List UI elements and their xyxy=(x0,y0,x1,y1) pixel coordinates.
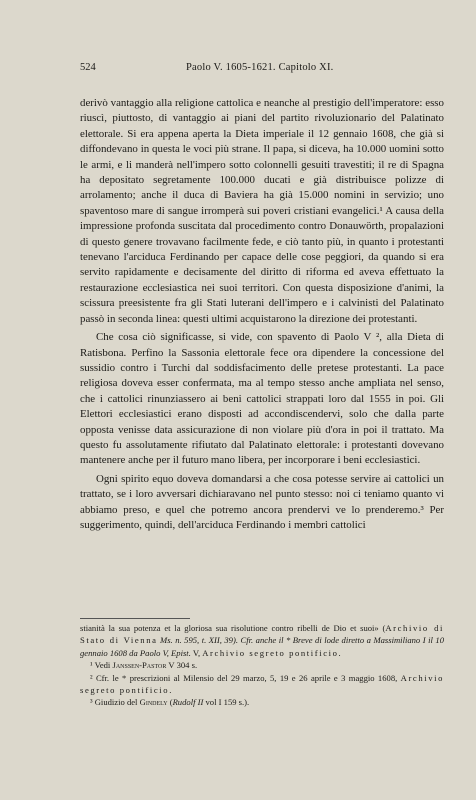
footnote-continuation: stianità la sua potenza et la gloriosa sua risolutione contro ribelli de Dio et suoi» (Archivio di Stato di Vienna Ms. n. 595, t. XII, 39). Cfr. anche il * Breve di lode diretto a Massimiliano I il 10 gennaio 1608 da Paolo V, Epist. V, Archivio segreto pontificio. xyxy=(80,623,444,658)
archive-name: Archivio segreto pontificio xyxy=(202,647,339,658)
paragraph: Che cosa ciò significasse, si vide, con spavento di Paolo V ², alla Dieta di Ratisbona. Perfino la Sassonia elettorale fece ora dipendere la concessione del sussidio contro i Turchi dal soddisfacimento delle pretese protestanti. La pace religiosa doveva esser confermata, ma al tempo stesso anche ampliata nel senso, che i cattolici rinunziassero ai beni cattolici strappati loro dal 1555 in poi. Gli Elettori ecclesiastici erano disposti ad accondiscendervi, solo che dalla parte opposta venisse data assicurazione di non violare più d'ora in poi il trattato. Ma questo fu assolutamente rifiutato dal Palatinato elettorale: i protestanti dovevano mantenere anche per il futuro mano libera, per incorporare i beni ecclesiastici. xyxy=(80,331,444,467)
archive-name: Archivio segreto pontificio xyxy=(80,672,444,696)
page-header xyxy=(80,62,456,78)
author-name: Gindely xyxy=(139,697,168,708)
footnotes xyxy=(80,622,444,709)
footnote-2: ² Cfr. le * prescrizioni al Milensio del 29 marzo, 5, 19 e 26 aprile e 3 maggio 1608, Archivio segreto pontificio. xyxy=(80,672,444,696)
footnote-divider xyxy=(80,618,190,619)
footnote-1: ¹ Vedi Janssen-Pastor V 304 s. xyxy=(90,660,198,671)
archive-name: Archivio di Stato di Vienna xyxy=(80,623,444,646)
author-name: Janssen-Pastor xyxy=(112,660,167,671)
footnote-3: ³ Giudizio del Gindely (Rudolf II vol I 159 s.). xyxy=(90,697,250,708)
work-title: Rudolf II xyxy=(172,697,204,708)
paragraph: Ogni spirito equo doveva domandarsi a che cosa potesse servire ai cattolici un trattato, se i loro avversari dichiaravano nel punto stesso: noi ci teniamo quanto vi abbiamo preso, e quel che potremo ancora prendervi ve lo prenderemo.³ Per suggerimento, quindi, dell'arciduca Ferdinando i membri cattolici xyxy=(80,472,444,531)
paragraph: derivò vantaggio alla religione cattolica e neanche al prestigio dell'imperatore: esso riuscì, piuttosto, di vantaggio ai piani del partito rivoluzionario del Palatinato elettorale. Si era appena aperta la Dieta imperiale il 12 gennaio 1608, che già si diffondevano in questa le voci più strane. Il papa, si diceva, ha 10.000 uomini sotto le armi, e li manderà nell'impero sotto colonnelli gesuiti travestiti; il re di Spagna ha depositato segretamente 100.000 ducati e già distribuisce polizze di arrolamento; anche il duca di Baviera ha già 15.000 nomini in servizio; uno spaventoso mare di sangue irromperà sui poveri cristiani evangelici.¹ A causa della impressione profonda suscitata dal procedimento contro Donauwörth, propalazioni di questo genere trovavano facilmente fede, e ciò tanto più, in quanto i protestanti tenevano l'arciduca Ferdinando per capace delle cose peggiori, da quando si era servito rapidamente e decisamente del diritto di riforma ed aveva effettuato la restaurazione ecclesiastica nei suoi territori. Con questa disposizione d'animi, la scissura preesistente fra gli Stati luterani dell'impero e i calvinisti del Palatinato passò in seconda linea: questi ultimi acquistarono la direzione dei protestanti. xyxy=(80,97,444,325)
page-number: 524 xyxy=(80,62,96,73)
epist-abbrev: Epist. xyxy=(171,647,191,658)
main-text xyxy=(80,96,444,533)
running-title: Paolo V. 1605-1621. Capitolo XI. xyxy=(186,62,334,73)
